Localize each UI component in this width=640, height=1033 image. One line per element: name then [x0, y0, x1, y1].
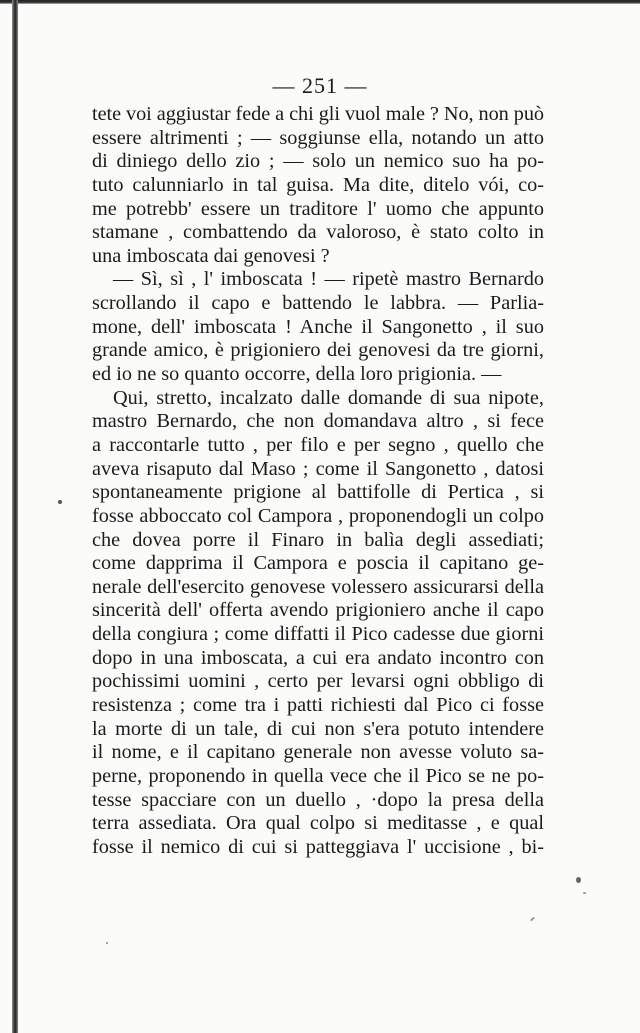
text-line: tuto calunniarlo in tal guisa. Ma dite, ditelo vói, co-: [92, 173, 544, 196]
scan-speck: [58, 500, 62, 504]
text-line: il nome, e il capitano generale non avesse voluto sa-: [92, 741, 544, 764]
text-line: me potrebb' essere un traditore l' uomo che appunto: [92, 197, 544, 220]
text-line: tesse spacciare con un duello , ·dopo la presa della: [92, 788, 544, 811]
text-line: pochissimi uomini , certo per levarsi ogni obbligo di: [92, 670, 544, 693]
text-line: tete voi aggiustar fede a chi gli vuol male ? No, non può: [92, 103, 544, 125]
scan-speck: [106, 942, 108, 944]
text-line: fosse il nemico di cui si patteggiava l' uccisione , bi-: [92, 835, 544, 858]
text-line: Qui, stretto, incalzato dalle domande di sua nipote,: [113, 386, 544, 409]
text-line: della congiura ; come diffatti il Pico cadesse due giorni: [92, 623, 544, 646]
text-line: dopo in una imboscata, a cui era andato incontro con: [92, 646, 544, 669]
scan-speck: [576, 877, 581, 883]
text-line: aveva risaputo dal Maso ; come il Sangonetto , datosi: [92, 457, 544, 480]
text-line: una imboscata dai genovesi ?: [92, 244, 330, 267]
text-line: mastro Bernardo, che non domandava altro , si fece: [92, 410, 544, 433]
text-line: la morte di un tale, di cui non s'era potuto intendere: [92, 717, 544, 740]
text-line: scrollando il capo e battendo le labbra. — Parlia-: [92, 292, 544, 315]
text-line: mone, dell' imboscata ! Anche il Sangonetto , il suo: [92, 315, 544, 338]
text-line: stamane , combattendo da valoroso, è stato colto in: [92, 221, 544, 244]
text-line: resistenza ; come tra i patti richiesti dal Pico ci fosse: [92, 694, 544, 717]
text-line: sincerità dell' offerta avendo prigioniero anche il capo: [92, 599, 544, 622]
text-line: a raccontarle tutto , per filo e per segno , quello che: [92, 433, 544, 456]
text-line: — Sì, sì , l' imboscata ! — ripetè mastro Bernardo: [113, 268, 544, 291]
scan-top-border: [0, 0, 640, 4]
text-line: fosse abboccato col Campora , proponendogli un colpo: [92, 504, 544, 527]
text-line: come dapprima il Campora e poscia il capitano ge-: [92, 552, 544, 575]
text-line: nerale dell'esercito genovese volessero assicurarsi della: [92, 575, 544, 598]
text-line: di diniego dello zio ; — solo un nemico suo ha po-: [92, 150, 544, 173]
text-line: grande amico, è prigioniero dei genovesi da tre giorni,: [92, 339, 544, 362]
text-line: spontaneamente prigione al battifolle di Pertica , si: [92, 481, 544, 504]
scan-speck: [583, 892, 586, 894]
text-line: ed io ne so quanto occorre, della loro prigionia. —: [92, 363, 502, 386]
page-body-text: [92, 103, 544, 860]
text-line: perne, proponendo in quella vece che il Pico se ne po-: [92, 764, 544, 787]
page-number: — 251 —: [272, 73, 368, 98]
text-line: essere altrimenti ; — soggiunse ella, notando un atto: [92, 126, 544, 149]
scan-left-edge-rule: [12, 0, 18, 1033]
text-line: che dovea porre il Finaro in balìa degli assediati;: [92, 528, 544, 551]
scan-speck: [530, 917, 535, 922]
text-line: terra assediata. Ora qual colpo si meditasse , e qual: [92, 812, 544, 835]
